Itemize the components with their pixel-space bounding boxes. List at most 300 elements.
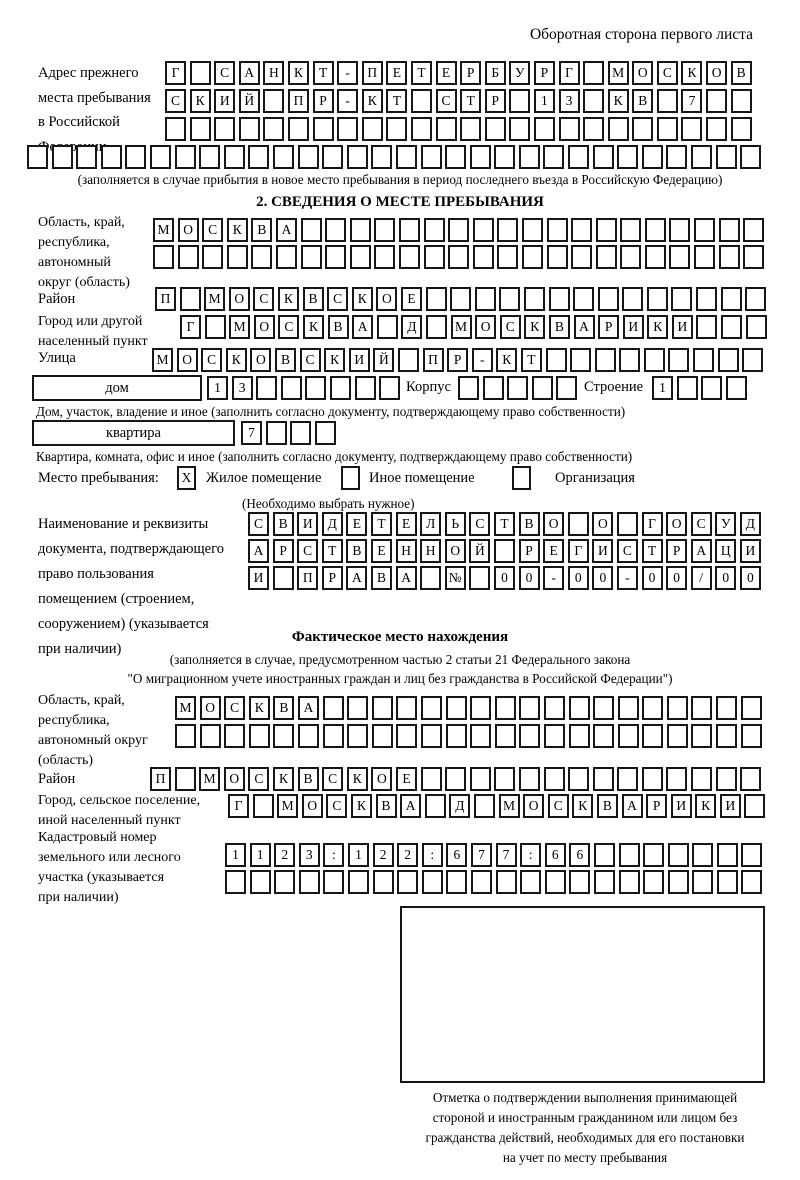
char-box[interactable]: Т: [494, 512, 515, 536]
char-box[interactable]: [396, 696, 417, 720]
char-box[interactable]: [273, 566, 294, 590]
char-box[interactable]: [667, 724, 688, 748]
char-box[interactable]: С: [322, 767, 343, 791]
char-box[interactable]: П: [288, 89, 309, 113]
char-box[interactable]: [496, 870, 517, 894]
char-box[interactable]: Й: [373, 348, 394, 372]
char-box[interactable]: [411, 117, 432, 141]
char-box[interactable]: М: [499, 794, 520, 818]
char-box[interactable]: 7: [471, 843, 492, 867]
char-box[interactable]: С: [657, 61, 678, 85]
char-box[interactable]: Е: [396, 512, 417, 536]
char-box[interactable]: С: [248, 767, 269, 791]
char-box[interactable]: А: [574, 315, 595, 339]
char-box[interactable]: К: [226, 348, 247, 372]
char-box[interactable]: [519, 696, 540, 720]
char-box[interactable]: [424, 245, 445, 269]
char-box[interactable]: С: [253, 287, 274, 311]
char-box[interactable]: Г: [568, 539, 589, 563]
char-box[interactable]: [499, 287, 520, 311]
char-box[interactable]: О: [666, 512, 687, 536]
char-box[interactable]: [740, 145, 761, 169]
char-box[interactable]: [471, 870, 492, 894]
char-box[interactable]: [692, 843, 713, 867]
char-box[interactable]: [263, 117, 284, 141]
char-box[interactable]: Г: [642, 512, 663, 536]
char-box[interactable]: К: [249, 696, 270, 720]
char-box[interactable]: [446, 870, 467, 894]
char-box[interactable]: 1: [250, 843, 271, 867]
char-box[interactable]: И: [720, 794, 741, 818]
char-box[interactable]: И: [623, 315, 644, 339]
checkbox-inoe[interactable]: [341, 466, 360, 490]
char-box[interactable]: [323, 870, 344, 894]
char-box[interactable]: :: [422, 843, 443, 867]
char-box[interactable]: -: [617, 566, 638, 590]
char-box[interactable]: [657, 117, 678, 141]
char-box[interactable]: [202, 245, 223, 269]
char-box[interactable]: Д: [322, 512, 343, 536]
char-box[interactable]: [583, 89, 604, 113]
char-box[interactable]: [632, 117, 653, 141]
char-box[interactable]: [495, 724, 516, 748]
char-box[interactable]: 0: [494, 566, 515, 590]
char-box[interactable]: -: [472, 348, 493, 372]
char-box[interactable]: [593, 767, 614, 791]
char-box[interactable]: [495, 696, 516, 720]
char-box[interactable]: [657, 89, 678, 113]
char-box[interactable]: [273, 724, 294, 748]
char-box[interactable]: М: [199, 767, 220, 791]
char-box[interactable]: [199, 145, 220, 169]
char-box[interactable]: [249, 724, 270, 748]
char-box[interactable]: [425, 794, 446, 818]
char-box[interactable]: Т: [322, 539, 343, 563]
char-box[interactable]: [693, 348, 714, 372]
char-box[interactable]: [694, 245, 715, 269]
char-box[interactable]: [497, 245, 518, 269]
char-box[interactable]: [669, 218, 690, 242]
char-box[interactable]: [534, 117, 555, 141]
char-box[interactable]: [494, 539, 515, 563]
char-box[interactable]: [716, 145, 737, 169]
char-box[interactable]: [740, 767, 761, 791]
char-box[interactable]: Ь: [445, 512, 466, 536]
char-box[interactable]: 0: [666, 566, 687, 590]
char-box[interactable]: [716, 696, 737, 720]
char-box[interactable]: -: [543, 566, 564, 590]
char-box[interactable]: [696, 287, 717, 311]
char-box[interactable]: [473, 218, 494, 242]
char-box[interactable]: [180, 287, 201, 311]
char-box[interactable]: [717, 843, 738, 867]
char-box[interactable]: [744, 794, 765, 818]
char-box[interactable]: В: [328, 315, 349, 339]
char-box[interactable]: [593, 724, 614, 748]
char-box[interactable]: 0: [715, 566, 736, 590]
char-box[interactable]: С: [297, 539, 318, 563]
char-box[interactable]: [421, 767, 442, 791]
char-box[interactable]: В: [346, 539, 367, 563]
char-box[interactable]: П: [150, 767, 171, 791]
char-box[interactable]: И: [248, 566, 269, 590]
char-box[interactable]: 1: [534, 89, 555, 113]
char-box[interactable]: [214, 117, 235, 141]
char-box[interactable]: -: [337, 89, 358, 113]
char-box[interactable]: [619, 870, 640, 894]
char-box[interactable]: [436, 117, 457, 141]
char-box[interactable]: Е: [543, 539, 564, 563]
char-box[interactable]: 2: [274, 843, 295, 867]
char-box[interactable]: К: [362, 89, 383, 113]
char-box[interactable]: [668, 348, 689, 372]
char-box[interactable]: [290, 421, 311, 445]
char-box[interactable]: К: [324, 348, 345, 372]
char-box[interactable]: [532, 376, 553, 400]
char-box[interactable]: [190, 61, 211, 85]
char-box[interactable]: М: [608, 61, 629, 85]
char-box[interactable]: [667, 696, 688, 720]
char-box[interactable]: А: [396, 566, 417, 590]
char-box[interactable]: [422, 870, 443, 894]
char-box[interactable]: [726, 376, 747, 400]
char-box[interactable]: С: [436, 89, 457, 113]
char-box[interactable]: [347, 696, 368, 720]
char-box[interactable]: [619, 843, 640, 867]
char-box[interactable]: Т: [371, 512, 392, 536]
char-box[interactable]: 6: [569, 843, 590, 867]
char-box[interactable]: [450, 287, 471, 311]
char-box[interactable]: А: [352, 315, 373, 339]
char-box[interactable]: [644, 348, 665, 372]
char-box[interactable]: К: [303, 315, 324, 339]
char-box[interactable]: А: [346, 566, 367, 590]
char-box[interactable]: В: [371, 566, 392, 590]
char-box[interactable]: О: [250, 348, 271, 372]
char-box[interactable]: [645, 218, 666, 242]
char-box[interactable]: О: [229, 287, 250, 311]
char-box[interactable]: [448, 218, 469, 242]
char-box[interactable]: С: [617, 539, 638, 563]
char-box[interactable]: Р: [322, 566, 343, 590]
char-box[interactable]: К: [227, 218, 248, 242]
char-box[interactable]: К: [572, 794, 593, 818]
char-box[interactable]: [569, 870, 590, 894]
char-box[interactable]: [549, 287, 570, 311]
char-box[interactable]: В: [549, 315, 570, 339]
char-box[interactable]: -: [337, 61, 358, 85]
char-box[interactable]: Р: [519, 539, 540, 563]
char-box[interactable]: [325, 218, 346, 242]
char-box[interactable]: [706, 117, 727, 141]
char-box[interactable]: [543, 145, 564, 169]
char-box[interactable]: [507, 376, 528, 400]
char-box[interactable]: [190, 117, 211, 141]
char-box[interactable]: [570, 348, 591, 372]
char-box[interactable]: [701, 376, 722, 400]
char-box[interactable]: [305, 376, 326, 400]
char-box[interactable]: [445, 767, 466, 791]
char-box[interactable]: [741, 870, 762, 894]
char-box[interactable]: [583, 61, 604, 85]
char-box[interactable]: С: [500, 315, 521, 339]
char-box[interactable]: Е: [346, 512, 367, 536]
char-box[interactable]: И: [740, 539, 761, 563]
char-box[interactable]: К: [190, 89, 211, 113]
char-box[interactable]: Т: [521, 348, 542, 372]
char-box[interactable]: Р: [313, 89, 334, 113]
char-box[interactable]: [350, 245, 371, 269]
char-box[interactable]: [348, 870, 369, 894]
char-box[interactable]: В: [275, 348, 296, 372]
char-box[interactable]: [362, 117, 383, 141]
char-box[interactable]: [741, 724, 762, 748]
char-box[interactable]: А: [276, 218, 297, 242]
char-box[interactable]: О: [224, 767, 245, 791]
char-box[interactable]: [545, 870, 566, 894]
char-box[interactable]: [642, 696, 663, 720]
char-box[interactable]: [593, 696, 614, 720]
char-box[interactable]: [509, 89, 530, 113]
char-box[interactable]: [522, 245, 543, 269]
char-box[interactable]: [227, 245, 248, 269]
char-box[interactable]: [397, 870, 418, 894]
char-box[interactable]: 0: [519, 566, 540, 590]
char-box[interactable]: [253, 794, 274, 818]
char-box[interactable]: М: [152, 348, 173, 372]
char-box[interactable]: [298, 145, 319, 169]
char-box[interactable]: [421, 724, 442, 748]
char-box[interactable]: 3: [559, 89, 580, 113]
char-box[interactable]: [301, 245, 322, 269]
char-box[interactable]: [716, 767, 737, 791]
char-box[interactable]: [617, 512, 638, 536]
char-box[interactable]: [251, 245, 272, 269]
char-box[interactable]: [330, 376, 351, 400]
char-box[interactable]: [556, 376, 577, 400]
char-box[interactable]: [470, 696, 491, 720]
char-box[interactable]: [483, 376, 504, 400]
char-box[interactable]: Д: [740, 512, 761, 536]
char-box[interactable]: [165, 117, 186, 141]
char-box[interactable]: [544, 767, 565, 791]
char-box[interactable]: [692, 870, 713, 894]
char-box[interactable]: 7: [496, 843, 517, 867]
char-box[interactable]: [544, 696, 565, 720]
char-box[interactable]: К: [273, 767, 294, 791]
char-box[interactable]: Е: [371, 539, 392, 563]
char-box[interactable]: [377, 315, 398, 339]
char-box[interactable]: М: [153, 218, 174, 242]
char-box[interactable]: [313, 117, 334, 141]
char-box[interactable]: [721, 315, 742, 339]
char-box[interactable]: О: [543, 512, 564, 536]
char-box[interactable]: В: [597, 794, 618, 818]
char-box[interactable]: 0: [568, 566, 589, 590]
char-box[interactable]: [677, 376, 698, 400]
char-box[interactable]: [524, 287, 545, 311]
char-box[interactable]: [337, 117, 358, 141]
char-box[interactable]: [497, 218, 518, 242]
char-box[interactable]: [519, 145, 540, 169]
char-box[interactable]: К: [278, 287, 299, 311]
char-box[interactable]: В: [251, 218, 272, 242]
char-box[interactable]: 3: [232, 376, 253, 400]
char-box[interactable]: В: [303, 287, 324, 311]
char-box[interactable]: [559, 117, 580, 141]
char-box[interactable]: [420, 566, 441, 590]
char-box[interactable]: И: [349, 348, 370, 372]
char-box[interactable]: [619, 348, 640, 372]
char-box[interactable]: Т: [313, 61, 334, 85]
char-box[interactable]: [494, 767, 515, 791]
char-box[interactable]: [618, 724, 639, 748]
char-box[interactable]: С: [300, 348, 321, 372]
char-box[interactable]: [224, 145, 245, 169]
char-box[interactable]: [276, 245, 297, 269]
char-box[interactable]: 6: [545, 843, 566, 867]
char-box[interactable]: Н: [263, 61, 284, 85]
char-box[interactable]: [225, 870, 246, 894]
char-box[interactable]: [618, 696, 639, 720]
char-box[interactable]: [458, 376, 479, 400]
char-box[interactable]: В: [519, 512, 540, 536]
char-box[interactable]: В: [632, 89, 653, 113]
char-box[interactable]: 1: [348, 843, 369, 867]
char-box[interactable]: [178, 245, 199, 269]
char-box[interactable]: [175, 724, 196, 748]
char-box[interactable]: В: [273, 512, 294, 536]
char-box[interactable]: О: [177, 348, 198, 372]
char-box[interactable]: Й: [239, 89, 260, 113]
char-box[interactable]: [573, 287, 594, 311]
char-box[interactable]: [691, 696, 712, 720]
char-box[interactable]: А: [239, 61, 260, 85]
char-box[interactable]: [445, 145, 466, 169]
char-box[interactable]: [719, 245, 740, 269]
char-box[interactable]: [153, 245, 174, 269]
char-box[interactable]: [671, 287, 692, 311]
char-box[interactable]: [569, 724, 590, 748]
char-box[interactable]: [666, 145, 687, 169]
char-box[interactable]: [485, 117, 506, 141]
char-box[interactable]: [706, 89, 727, 113]
char-box[interactable]: О: [254, 315, 275, 339]
char-box[interactable]: 1: [652, 376, 673, 400]
char-box[interactable]: С: [224, 696, 245, 720]
char-box[interactable]: Н: [396, 539, 417, 563]
char-box[interactable]: [256, 376, 277, 400]
char-box[interactable]: [745, 287, 766, 311]
char-box[interactable]: С: [691, 512, 712, 536]
char-box[interactable]: [568, 767, 589, 791]
char-box[interactable]: [399, 218, 420, 242]
char-box[interactable]: [608, 117, 629, 141]
char-box[interactable]: [691, 724, 712, 748]
char-box[interactable]: Р: [666, 539, 687, 563]
char-box[interactable]: [250, 870, 271, 894]
char-box[interactable]: [347, 724, 368, 748]
char-box[interactable]: К: [681, 61, 702, 85]
char-box[interactable]: [571, 245, 592, 269]
char-box[interactable]: Г: [180, 315, 201, 339]
char-box[interactable]: И: [671, 794, 692, 818]
char-box[interactable]: Т: [411, 61, 432, 85]
char-box[interactable]: [583, 117, 604, 141]
char-box[interactable]: Т: [386, 89, 407, 113]
char-box[interactable]: [27, 145, 48, 169]
char-box[interactable]: :: [323, 843, 344, 867]
char-box[interactable]: [519, 724, 540, 748]
char-box[interactable]: [668, 870, 689, 894]
char-box[interactable]: К: [608, 89, 629, 113]
char-box[interactable]: [373, 870, 394, 894]
char-box[interactable]: [617, 767, 638, 791]
char-box[interactable]: [281, 376, 302, 400]
char-box[interactable]: К: [288, 61, 309, 85]
char-box[interactable]: С: [548, 794, 569, 818]
char-box[interactable]: К: [351, 794, 372, 818]
char-box[interactable]: [494, 145, 515, 169]
char-box[interactable]: Б: [485, 61, 506, 85]
char-box[interactable]: К: [352, 287, 373, 311]
char-box[interactable]: У: [715, 512, 736, 536]
char-box[interactable]: Г: [228, 794, 249, 818]
char-box[interactable]: Р: [447, 348, 468, 372]
char-box[interactable]: [374, 245, 395, 269]
char-box[interactable]: [569, 696, 590, 720]
char-box[interactable]: Р: [485, 89, 506, 113]
char-box[interactable]: [645, 245, 666, 269]
char-box[interactable]: [643, 843, 664, 867]
char-box[interactable]: [620, 245, 641, 269]
char-box[interactable]: М: [204, 287, 225, 311]
char-box[interactable]: Д: [401, 315, 422, 339]
char-box[interactable]: Т: [642, 539, 663, 563]
char-box[interactable]: [741, 843, 762, 867]
char-box[interactable]: [475, 287, 496, 311]
char-box[interactable]: [399, 245, 420, 269]
char-box[interactable]: С: [469, 512, 490, 536]
char-box[interactable]: Е: [386, 61, 407, 85]
char-box[interactable]: Г: [165, 61, 186, 85]
char-box[interactable]: [642, 767, 663, 791]
char-box[interactable]: [274, 870, 295, 894]
char-box[interactable]: В: [298, 767, 319, 791]
char-box[interactable]: [299, 870, 320, 894]
char-box[interactable]: [731, 117, 752, 141]
char-box[interactable]: В: [273, 696, 294, 720]
char-box[interactable]: Й: [469, 539, 490, 563]
char-box[interactable]: [746, 315, 767, 339]
char-box[interactable]: П: [423, 348, 444, 372]
char-box[interactable]: О: [632, 61, 653, 85]
char-box[interactable]: [323, 724, 344, 748]
char-box[interactable]: С: [278, 315, 299, 339]
char-box[interactable]: 2: [397, 843, 418, 867]
char-box[interactable]: С: [248, 512, 269, 536]
char-box[interactable]: [379, 376, 400, 400]
char-box[interactable]: Е: [401, 287, 422, 311]
char-box[interactable]: Р: [460, 61, 481, 85]
char-box[interactable]: [643, 870, 664, 894]
char-box[interactable]: [175, 767, 196, 791]
char-box[interactable]: [520, 870, 541, 894]
char-box[interactable]: [205, 315, 226, 339]
char-box[interactable]: [322, 145, 343, 169]
char-box[interactable]: [460, 117, 481, 141]
char-box[interactable]: Е: [436, 61, 457, 85]
